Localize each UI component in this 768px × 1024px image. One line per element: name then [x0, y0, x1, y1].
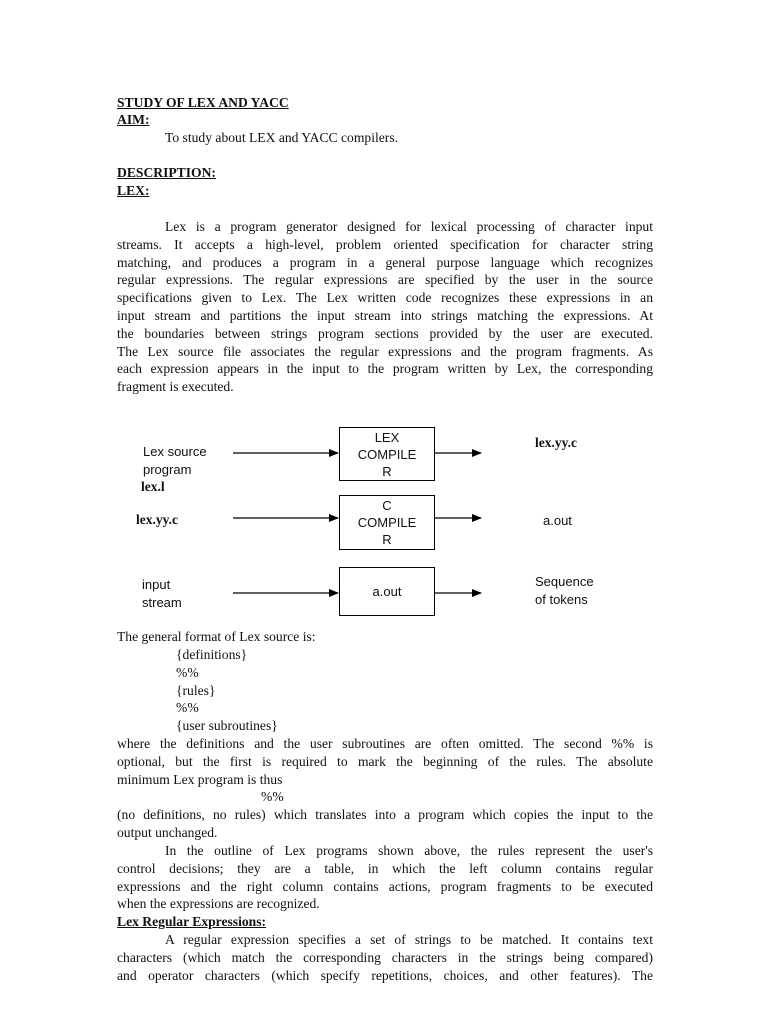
box-line: R: [382, 463, 392, 479]
aim-heading: AIM:: [117, 112, 150, 127]
paragraph-line: fragment is executed.: [117, 379, 234, 395]
paragraph-line: streams. It accepts a high-level, problem oriented specification for character string: [117, 236, 653, 252]
row3-input-line2: stream: [142, 595, 182, 610]
row1-input-line1: Lex source: [143, 444, 207, 459]
row3-output-line1: Sequence: [535, 574, 594, 589]
aim-text: To study about LEX and YACC compilers.: [165, 130, 399, 145]
box-line: C: [382, 498, 392, 513]
paragraph-line: minimum Lex program is thus: [117, 771, 283, 787]
no-definitions-paragraph: [117, 806, 653, 842]
paragraph-line: A regular expression specifies a set of strings to be matched. It contains text: [165, 932, 653, 947]
paragraph-line: control decisions; they are a table, in which the left column contains regular: [117, 860, 653, 876]
paragraph-line: regular expressions. The regular expressions are specified by the user in the source: [117, 272, 653, 288]
paragraph-line: when the expressions are recognized.: [117, 896, 320, 912]
row1-input-file: lex.l: [141, 479, 165, 494]
paragraph-line: output unchanged.: [117, 824, 218, 840]
outline-paragraph: [117, 842, 653, 913]
regex-paragraph: [117, 931, 653, 984]
row1-output: lex.yy.c: [535, 435, 577, 450]
paragraph-line: In the outline of Lex programs shown above, the rules represent the user's: [165, 843, 653, 858]
paragraph-line: Lex is a program generator designed for lexical processing of character input: [165, 219, 653, 234]
description-heading: DESCRIPTION:: [117, 165, 216, 180]
lex-compiler-box: [339, 427, 435, 481]
row1-input-line2: program: [143, 462, 192, 477]
paragraph-line: matching, and produces a program in a general purpose language which recognizes: [117, 254, 653, 270]
row2-output: a.out: [543, 513, 572, 528]
paragraph-line: optional, but the first is required to mark the beginning of the rules. The absolute: [117, 753, 653, 769]
paragraph-line: and operator characters (which specify repetitions, choices, and other features). The: [117, 967, 653, 983]
row3-output-line2: of tokens: [535, 592, 588, 607]
box-line: COMPILE: [357, 446, 417, 462]
paragraph-line: (no definitions, no rules) which translates into a program which copies the input to the: [117, 807, 653, 822]
paragraph-line: specifications given to Lex. The Lex written code recognizes these expressions in an: [117, 290, 653, 306]
paragraph-line: the boundaries between strings program sections provided by the user are executed.: [117, 325, 653, 341]
minimum-program: %%: [261, 789, 284, 804]
format-separator: %%: [176, 665, 199, 680]
paragraph-line: input stream and partitions the input stream into strings matching the expressions. At: [117, 307, 653, 323]
paragraph-line: expressions and the right column contains actions, program fragments to be executed: [117, 878, 653, 894]
box-line: R: [382, 532, 392, 547]
lex-heading: LEX:: [117, 183, 150, 198]
format-separator: %%: [176, 700, 199, 715]
format-user-subroutines: {user subroutines}: [176, 718, 278, 733]
paragraph-line: characters (which match the corresponding characters in the strings being compared): [117, 949, 653, 965]
document-title: STUDY OF LEX AND YACC: [117, 95, 289, 110]
regex-heading: Lex Regular Expressions:: [117, 914, 267, 929]
paragraph-line: where the definitions and the user subroutines are often omitted. The second %% is: [117, 736, 653, 751]
row2-input: lex.yy.c: [136, 512, 178, 527]
row3-input-line1: input: [142, 577, 171, 592]
format-rules: {rules}: [176, 683, 216, 698]
c-compiler-box: [339, 495, 435, 550]
format-intro: The general format of Lex source is:: [117, 629, 316, 644]
paragraph-line: The Lex source file associates the regular expressions and the program fragments. As: [117, 343, 653, 359]
aout-box: [339, 567, 435, 616]
definitions-paragraph: [117, 735, 653, 788]
box-line: a.out: [372, 584, 402, 599]
format-definitions: {definitions}: [176, 647, 248, 662]
box-line: LEX: [374, 429, 400, 445]
box-line: COMPILE: [357, 515, 417, 530]
paragraph-line: each expression appears in the input to the program written by Lex, the corresponding: [117, 361, 653, 377]
